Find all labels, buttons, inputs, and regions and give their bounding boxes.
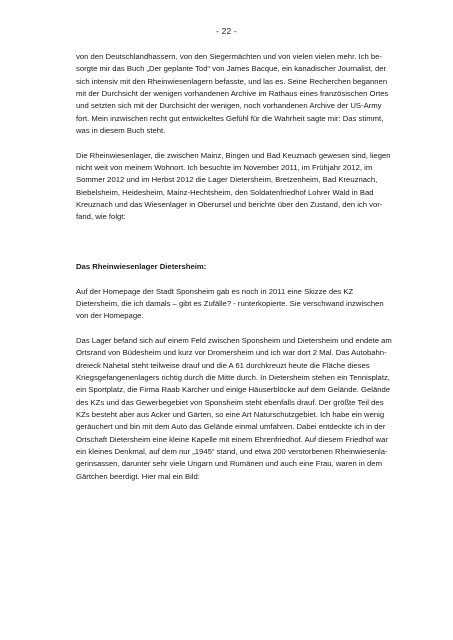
paragraph-spacer <box>76 273 378 285</box>
paragraph-spacer <box>76 224 378 249</box>
text-line: Sommer 2012 und im Herbst 2012 die Lager Dietersheim, Bretzenheim, Bad Kreuznach, <box>76 175 378 185</box>
text-line: des KZs und das Gewerbegebiet von Sponsheim steht ebenfalls drauf. Der größte Teil des <box>76 397 384 407</box>
text-line: ein Sportplatz, die Firma Raab Karcher und einige Häuserblöcke auf dem Gelände. Gelände <box>76 385 391 395</box>
text-line: und setzten sich mit der Durchsicht der wenigen, noch vorhandenen Archive der US-Army <box>76 101 382 111</box>
page-body <box>76 51 392 483</box>
text-line: Auf der Homepage der Stadt Sponsheim gab es noch in 2011 eine Skizze des KZ <box>76 286 354 296</box>
paragraph-spacer <box>76 249 378 261</box>
text-line: fort. Mein inzwischen recht gut entwickeltes Gefühl für die Wahrheit sagte mir: Das stimmt, <box>76 113 384 123</box>
text-line: Biebelsheim, Heidesheim, Mainz-Hechtsheim, den Soldatenfriedhof Lohrer Wald in Bad <box>76 187 374 197</box>
paragraph-4 <box>76 335 392 483</box>
text-line: Gärtchen beerdigt. Hier mal ein Bild: <box>76 471 200 481</box>
text-line: was in diesem Buch steht. <box>76 126 166 136</box>
text-line: geräuchert und bin mit dem Auto das Gelände einmal umfahren. Dabei entdeckte ich in der <box>76 422 386 432</box>
text-line: sorgte mir das Buch „Der geplante Tod“ von James Bacque, ein kanadischer Journalist, der <box>76 64 387 74</box>
text-line: Kreuznach und das Wiesenlager in Oberursel und berichte über den Zustand, den ich vor- <box>76 200 383 210</box>
paragraph-spacer <box>76 323 378 335</box>
text-line: nicht weit von meinem Wohnort. Ich besuchte im November 2011, im Frühjahr 2012, im <box>76 163 373 173</box>
paragraph-1 <box>76 51 389 137</box>
page-number: - 22 - <box>216 26 237 36</box>
paragraph-2 <box>76 150 391 224</box>
text-line: von den Deutschlandhassern, von den Siegermächten und von vielen vielen mehr. Ich be- <box>76 52 382 61</box>
text-line: Ortschaft Dietersheim eine kleine Kapelle mit einem Ehrenfriedhof. Auf diesem Friedhof war <box>76 434 388 444</box>
section-heading: Das Rheinwiesenlager Dietersheim: <box>76 261 207 271</box>
text-line: KZs besteht aber aus Acker und Gärten, so eine Art Naturschutzgebiet. Ich habe ein wenig <box>76 409 385 419</box>
text-line: Dietersheim, die ich damals – gibt es Zufälle? - runterkopierte. Sie verschwand inzwischen <box>76 298 384 308</box>
text-line: fand, wie folgt: <box>76 212 126 222</box>
text-line: Kriegsgefangenenlagers richtig durch die Mitte durch. In Dietersheim stehen ein Tennisplatz, <box>76 372 390 382</box>
text-line: ein kleines Denkmal, auf dem nur „1945“ stand, und etwa 200 verstorbenen Rheinwiesenla- <box>76 447 388 456</box>
paragraph-3 <box>76 286 384 323</box>
text-line: Das Lager befand sich auf einem Feld zwischen Sponsheim und Dietersheim und endete am <box>76 335 392 345</box>
paragraph-spacer <box>76 137 378 149</box>
text-line: von der Homepage. <box>76 311 144 321</box>
text-line: Die Rheinwiesenlager, die zwischen Mainz, Bingen und Bad Keuznach gewesen sind, liegen <box>76 150 391 160</box>
text-line: Ortsrand von Büdesheim und kurz vor Dromersheim und ich war dort 2 Mal. Das Autobahn- <box>76 348 387 358</box>
text-line: gerinsassen, darunter sehr viele Ungarn und Rumänen und auch eine Frau, waren in dem <box>76 459 382 469</box>
text-line: sich intensiv mit den Rheinwiesenlagern befasste, und las es. Seine Recherchen begannen <box>76 76 388 86</box>
text-line: dreieck Nahetal steht teilweise drauf und die A 61 durchkreuzt heute die Fläche dieses <box>76 360 370 370</box>
text-line: mit der Durchsicht der wenigen vorhandenen Archive im Rathaus eines französischen Ortes <box>76 89 389 99</box>
